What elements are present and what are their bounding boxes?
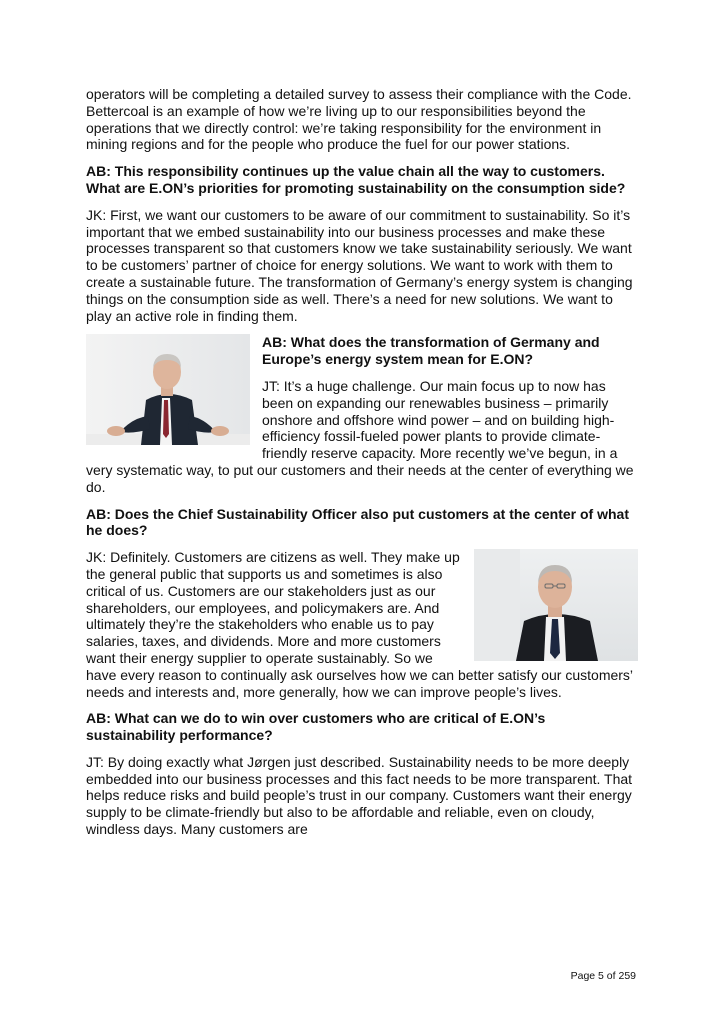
page-number: Page 5 of 259 [570,970,636,982]
answer-3: JK: Definitely. Customers are citizens as well. They make up the general public that supports us and sometimes is also critical of us. Customers are our stakeholders just as our shareholders, our employees, and policymakers are. And ultimately they’re the stakeholders who enable us to pay salaries, taxes, and dividends. More and more customers want their energy supplier to operate sustainably. So we have every reason to continually ask ourselves how we can better satisfy our customers’ needs and interests and, more generally, how we can improve people’s lives. [86,549,633,700]
question-4: AB: What can we do to win over customers who are critical of E.ON’s sustainability performance? [86,710,546,744]
answer-4: JT: By doing exactly what Jørgen just described. Sustainability needs to be more deeply embedded into our business processes and this fact needs to be more transparent. That helps reduce risks and build people’s trust in our company. Customers want their energy supply to be climate-friendly but also to be affordable and reliable, even on cloudy, windless days. Many customers are [86,753,633,838]
photo-executive-1 [86,334,250,445]
answer-2: JT: It’s a huge challenge. Our main focus up to now has been on expanding our renewables business – primarily onshore and offshore wind power – and on building high-efficiency fossil-fueled power plants to provide climate-friendly reserve capacity. More recently we’ve begun, in a very systematic way, to put our customers and their needs at the center of everything we do. [86,377,634,495]
document-body [86,86,638,848]
question-2: AB: What does the transformation of Germany and Europe’s energy system mean for E.ON? [262,334,600,368]
photo-executive-2 [474,549,638,661]
answer-1: JK: First, we want our customers to be aware of our commitment to sustainability. So it’s important that we embed sustainability into our business processes and make these processes transparent so that customers know we take sustainability seriously. We want to be customers’ partner of choice for energy solutions. We want to work with them to create a sustainable future. The transformation of Germany’s energy system is changing things on the consumption side as well. There’s a need for new solutions. We want to play an active role in finding them. [86,206,633,324]
question-1: AB: This responsibility continues up the value chain all the way to customers. What are E.ON’s priorities for promoting sustainability on the consumption side? [86,163,626,196]
paragraph-1: operators will be completing a detailed survey to assess their compliance with the Code. Bettercoal is an example of how we’re living up to our responsibilities beyond the operations that we directly control: we’re taking responsibility for the environment in mining regions and for the people who produce the fuel for our power stations. [86,86,632,153]
question-3: AB: Does the Chief Sustainability Officer also put customers at the center of what he does? [86,505,629,539]
